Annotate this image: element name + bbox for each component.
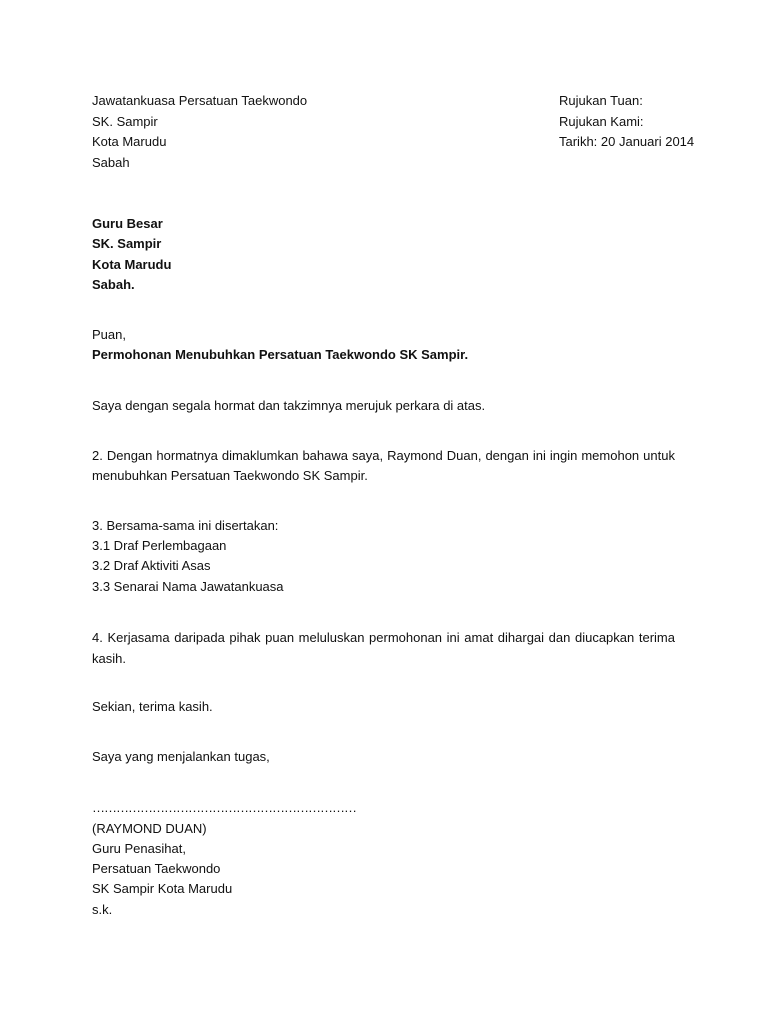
paragraph-4-line-1: 4. Kerjasama daripada pihak puan meluluskan permohonan ini amat dihargai dan diucapkan terima [92, 630, 675, 645]
closing-duty: Saya yang menjalankan tugas, [92, 749, 270, 764]
signatory-org: Persatuan Taekwondo [92, 861, 221, 876]
recipient-line-1: Guru Besar [92, 216, 163, 231]
signatory-title: Guru Penasihat, [92, 841, 186, 856]
reference-rujukan-kami: Rujukan Kami: [559, 114, 644, 129]
recipient-line-4: Sabah. [92, 277, 135, 292]
salutation: Puan, [92, 327, 126, 342]
attachment-item-1: 3.1 Draf Perlembagaan [92, 538, 227, 553]
sender-line-2: SK. Sampir [92, 114, 158, 129]
carbon-copy-label: s.k. [92, 902, 113, 917]
recipient-line-2: SK. Sampir [92, 236, 162, 251]
paragraph-2-line-2: menubuhkan Persatuan Taekwondo SK Sampir. [92, 468, 368, 483]
sender-line-4: Sabah [92, 155, 130, 170]
signatory-school: SK Sampir Kota Marudu [92, 881, 233, 896]
paragraph-3-intro: 3. Bersama-sama ini disertakan: [92, 518, 279, 533]
attachment-item-3: 3.3 Senarai Nama Jawatankuasa [92, 579, 284, 594]
reference-date: Tarikh: 20 Januari 2014 [559, 134, 695, 149]
paragraph-2-line-1: 2. Dengan hormatnya dimaklumkan bahawa saya, Raymond Duan, dengan ini ingin memohon untuk [92, 448, 675, 463]
signatory-name: (RAYMOND DUAN) [92, 821, 207, 836]
sender-line-3: Kota Marudu [92, 134, 167, 149]
paragraph-4-line-2: kasih. [92, 651, 126, 666]
reference-rujukan-tuan: Rujukan Tuan: [559, 93, 643, 108]
paragraph-1: Saya dengan segala hormat dan takzimnya merujuk perkara di atas. [92, 398, 486, 413]
subject-line: Permohonan Menubuhkan Persatuan Taekwondo SK Sampir. [92, 347, 469, 362]
recipient-line-3: Kota Marudu [92, 257, 172, 272]
attachment-item-2: 3.2 Draf Aktiviti Asas [92, 558, 211, 573]
sender-line-1: Jawatankuasa Persatuan Taekwondo [92, 93, 308, 108]
closing-thanks: Sekian, terima kasih. [92, 699, 213, 714]
signature-line: ………………………………………………………… [92, 800, 356, 815]
